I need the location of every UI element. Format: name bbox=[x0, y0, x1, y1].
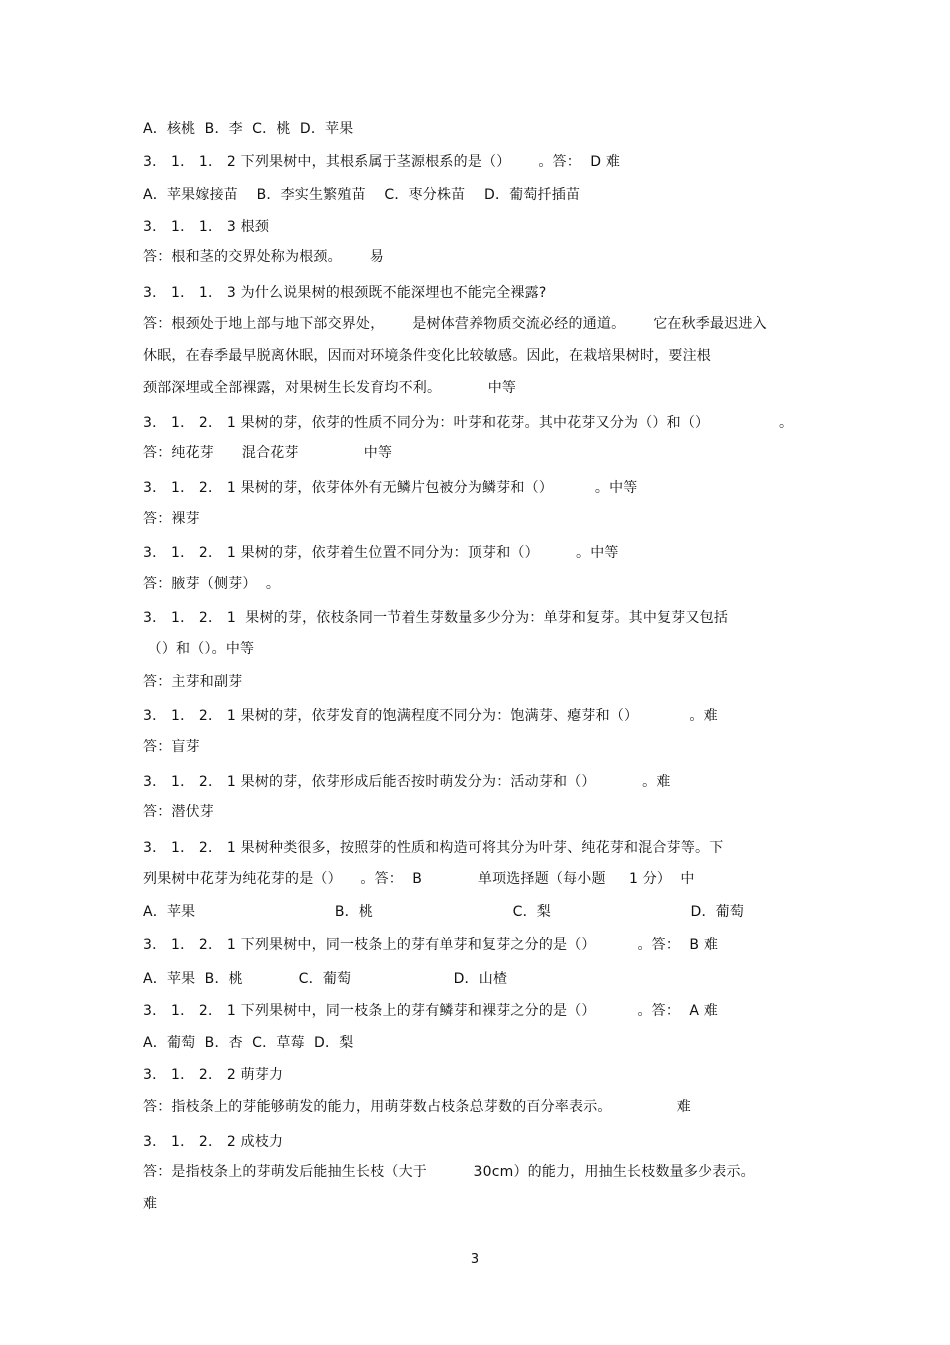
text-line: A．苹果 B．桃 C．葡萄 D．山楂 bbox=[143, 971, 508, 987]
text-line: 列果树中花芽为纯花芽的是（） 。答： B 单项选择题（每小题 1 分） 中 bbox=[143, 871, 695, 887]
text-line: 3． 1． 2． 1 下列果树中，同一枝条上的芽有单芽和复芽之分的是（） 。答： B 难 bbox=[143, 937, 719, 953]
text-line: （）和（）。中等 bbox=[143, 641, 255, 657]
text-line: 3． 1． 2． 1 果树的芽，依芽形成后能否按时萌发分为：活动芽和（） 。难 bbox=[143, 774, 671, 790]
text-line: 答：潜伏芽 bbox=[143, 804, 214, 820]
text-line: 答：主芽和副芽 bbox=[143, 674, 243, 690]
text-line: 答：盲芽 bbox=[143, 739, 200, 755]
text-line: 答：根和茎的交界处称为根颈。 易 bbox=[143, 249, 384, 265]
text-line: 3． 1． 2． 1 果树的芽，依芽着生位置不同分为：顶芽和（） 。中等 bbox=[143, 545, 619, 561]
text-line: 3． 1． 2． 1 果树的芽，依芽体外有无鳞片包被分为鳞芽和（） 。中等 bbox=[143, 480, 638, 496]
text-line: A．苹果嫁接苗 B．李实生繁殖苗 C．枣分株苗 D．葡萄扦插苗 bbox=[143, 187, 581, 203]
text-line: 答：腋芽（侧芽） 。 bbox=[143, 576, 281, 592]
text-line: A．葡萄 B．杏 C．草莓 D．梨 bbox=[143, 1035, 354, 1051]
text-line: A．核桃 B．李 C．桃 D．苹果 bbox=[143, 121, 354, 137]
text-line: 休眠，在春季最早脱离休眠，因而对环境条件变化比较敏感。因此，在栽培果树时，要注根 bbox=[143, 348, 711, 364]
text-line: 难 bbox=[143, 1196, 158, 1212]
text-line: 3． 1． 2． 1 果树的芽，依芽的性质不同分为：叶芽和花芽。其中花芽又分为（）和（） 。 bbox=[143, 415, 794, 431]
text-line: 答：纯花芽 混合花芽 中等 bbox=[143, 445, 393, 461]
text-line: 答：裸芽 bbox=[143, 511, 200, 527]
text-line: 3． 1． 2． 2 成枝力 bbox=[143, 1134, 284, 1150]
text-line: 3． 1． 2． 1 果树种类很多，按照芽的性质和构造可将其分为叶芽、纯花芽和混合芽等。下 bbox=[143, 840, 724, 856]
text-line: A．苹果 B．桃 C．梨 D．葡萄 bbox=[143, 904, 745, 920]
text-line: 3． 1． 2． 1 果树的芽，依枝条同一节着生芽数量多少分为：单芽和复芽。其中复芽又包括 bbox=[143, 610, 729, 626]
text-line: 颈部深埋或全部裸露，对果树生长发育均不利。 中等 bbox=[143, 380, 517, 396]
text-line: 3． 1． 1． 3 根颈 bbox=[143, 219, 270, 235]
text-line: 3． 1． 2． 1 果树的芽，依芽发育的饱满程度不同分为：饱满芽、瘪芽和（） 。难 bbox=[143, 708, 718, 724]
text-line: 3． 1． 1． 2 下列果树中，其根系属于茎源根系的是（） 。答： D 难 bbox=[143, 154, 621, 170]
text-line: 答：是指枝条上的芽萌发后能抽生长枝（大于 30cm）的能力，用抽生长枝数量多少表示。 bbox=[143, 1164, 755, 1180]
text-line: 3． 1． 2． 1 下列果树中，同一枝条上的芽有鳞芽和裸芽之分的是（） 。答： A 难 bbox=[143, 1003, 719, 1019]
text-line: 答：指枝条上的芽能够萌发的能力，用萌芽数占枝条总芽数的百分率表示。 难 bbox=[143, 1099, 691, 1115]
text-line: 3． 1． 1． 3 为什么说果树的根颈既不能深埋也不能完全裸露? bbox=[143, 285, 547, 301]
page-number: 3 bbox=[470, 1252, 480, 1267]
text-line: 3． 1． 2． 2 萌芽力 bbox=[143, 1067, 284, 1083]
text-line: 答：根颈处于地上部与地下部交界处， 是树体营养物质交流必经的通道。 它在秋季最迟进入 bbox=[143, 316, 767, 332]
